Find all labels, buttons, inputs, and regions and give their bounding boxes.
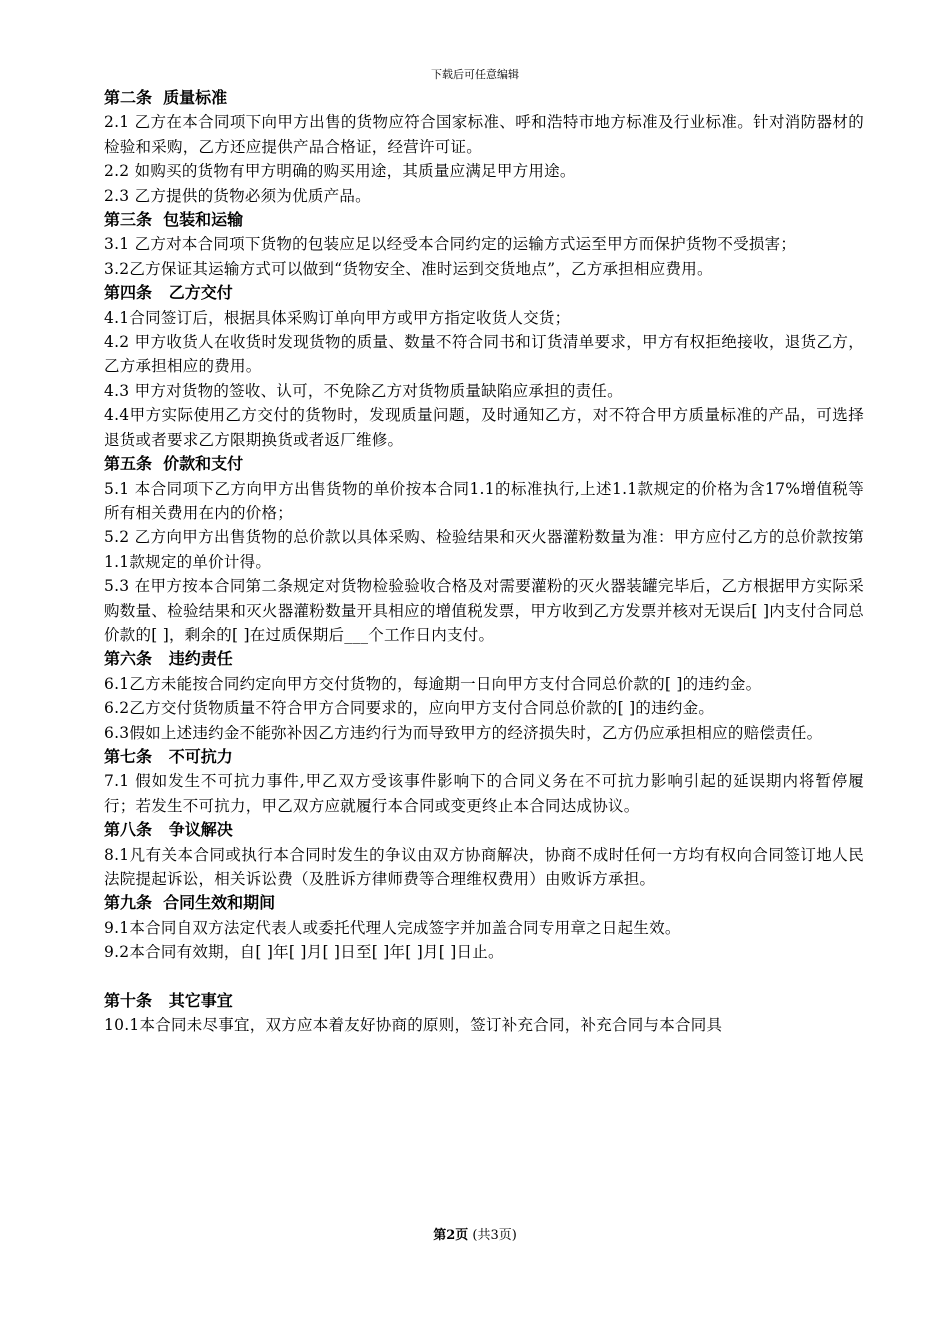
- section-title: 第三条 包装和运输: [104, 210, 244, 230]
- section-other-matters: [104, 989, 864, 1038]
- section-title: 第四条 乙方交付: [104, 283, 233, 303]
- section-force-majeure: [104, 745, 864, 818]
- clause: 5.2 乙方向甲方出售货物的总价款以具体采购、检验结果和灭火器灌粉数量为准：甲方应付乙方的总价款按第1.1款规定的单价计得。: [104, 528, 864, 571]
- section-dispute: [104, 818, 864, 891]
- section-title: 第八条 争议解决: [104, 820, 233, 840]
- clause: 2.2 如购买的货物有甲方明确的购买用途，其质量应满足甲方用途。: [104, 162, 576, 181]
- section-packaging: [104, 208, 864, 281]
- clause: 9.1本合同自双方法定代表人或委托代理人完成签字并加盖合同专用章之日起生效。: [104, 918, 681, 937]
- clause: 5.1 本合同项下乙方向甲方出售货物的单价按本合同1.1的标准执行,上述1.1款规定的价格为含17%增值税等所有相关费用在内的价格；: [104, 479, 864, 522]
- clause: 4.2 甲方收货人在收货时发现货物的质量、数量不符合同书和订货清单要求，甲方有权拒绝接收，退货乙方，乙方承担相应的费用。: [104, 333, 864, 376]
- section-title: 第二条 质量标准: [104, 88, 228, 107]
- section-liability: [104, 647, 864, 745]
- clause: 2.3 乙方提供的货物必须为优质产品。: [104, 186, 371, 205]
- clause: 8.1凡有关本合同或执行本合同时发生的争议由双方协商解决，协商不成时任何一方均有权向合同签订地人民法院提起诉讼，相关诉讼费（及胜诉方律师费等合理维权费用）由败诉方承担。: [104, 845, 864, 888]
- clause: 2.1 乙方在本合同项下向甲方出售的货物应符合国家标准、呼和浩特市地方标准及行业标准。针对消防器材的检验和采购，乙方还应提供产品合格证，经营许可证。: [104, 113, 864, 156]
- header-note: 下载后可任意编辑: [431, 68, 519, 81]
- section-payment: [104, 452, 864, 647]
- section-title: 第九条 合同生效和期间: [104, 893, 276, 913]
- clause: 4.1合同签订后，根据具体采购订单向甲方或甲方指定收货人交货；: [104, 308, 571, 327]
- contract-body: [104, 86, 864, 1037]
- section-effective-term: [104, 891, 864, 964]
- page-total: (共3页): [472, 1228, 517, 1243]
- clause: 6.2乙方交付货物质量不符合甲方合同要求的，应向甲方支付合同总价款的[ ]的违约金。: [104, 699, 715, 718]
- section-delivery: [104, 281, 864, 452]
- section-title: 第十条 其它事宜: [104, 990, 233, 1010]
- section-title: 第六条 违约责任: [104, 649, 233, 669]
- clause: 7.1 假如发生不可抗力事件,甲乙双方受该事件影响下的合同义务在不可抗力影响引起的延误期内将暂停履行；若发生不可抗力，甲乙双方应就履行本合同或变更终止本合同达成协议。: [104, 772, 864, 815]
- section-title: 第七条 不可抗力: [104, 746, 233, 766]
- clause: 10.1本合同未尽事宜，双方应本着友好协商的原则，签订补充合同，补充合同与本合同具: [104, 1016, 723, 1035]
- page-footer: [0, 1228, 950, 1244]
- clause: 4.3 甲方对货物的签收、认可，不免除乙方对货物质量缺陷应承担的责任。: [104, 381, 623, 400]
- clause: 4.4甲方实际使用乙方交付的货物时，发现质量问题，及时通知乙方，对不符合甲方质量标准的产品，可选择退货或者要求乙方限期换货或者返厂维修。: [104, 406, 864, 449]
- clause: 6.3假如上述违约金不能弥补因乙方违约行为而导致甲方的经济损失时，乙方仍应承担相应的赔偿责任。: [104, 723, 823, 742]
- clause: 9.2本合同有效期，自[ ]年[ ]月[ ]日至[ ]年[ ]月[ ]日止。: [104, 943, 504, 962]
- clause: 3.2乙方保证其运输方式可以做到“货物安全、准时运到交货地点”，乙方承担相应费用。: [104, 259, 713, 278]
- clause: 5.3 在甲方按本合同第二条规定对货物检验验收合格及对需要灌粉的灭火器装罐完毕后，乙方根据甲方实际采购数量、检验结果和灭火器灌粉数量开具相应的增值税发票，甲方收到乙方发票并核对无误后[ ]内支付合同总价款的[ ]，剩余的[ ]在过质保期后___个工作日内支付。: [104, 577, 864, 644]
- spacer: [104, 965, 864, 989]
- clause: 3.1 乙方对本合同项下货物的包装应足以经受本合同约定的运输方式运至甲方而保护货物不受损害；: [104, 235, 797, 254]
- section-title: 第五条 价款和支付: [104, 454, 244, 474]
- page-number: 第2页: [433, 1228, 469, 1243]
- clause: 6.1乙方未能按合同约定向甲方交付货物的，每逾期一日向甲方支付合同总价款的[ ]的违约金。: [104, 674, 762, 693]
- section-quality: [104, 86, 864, 208]
